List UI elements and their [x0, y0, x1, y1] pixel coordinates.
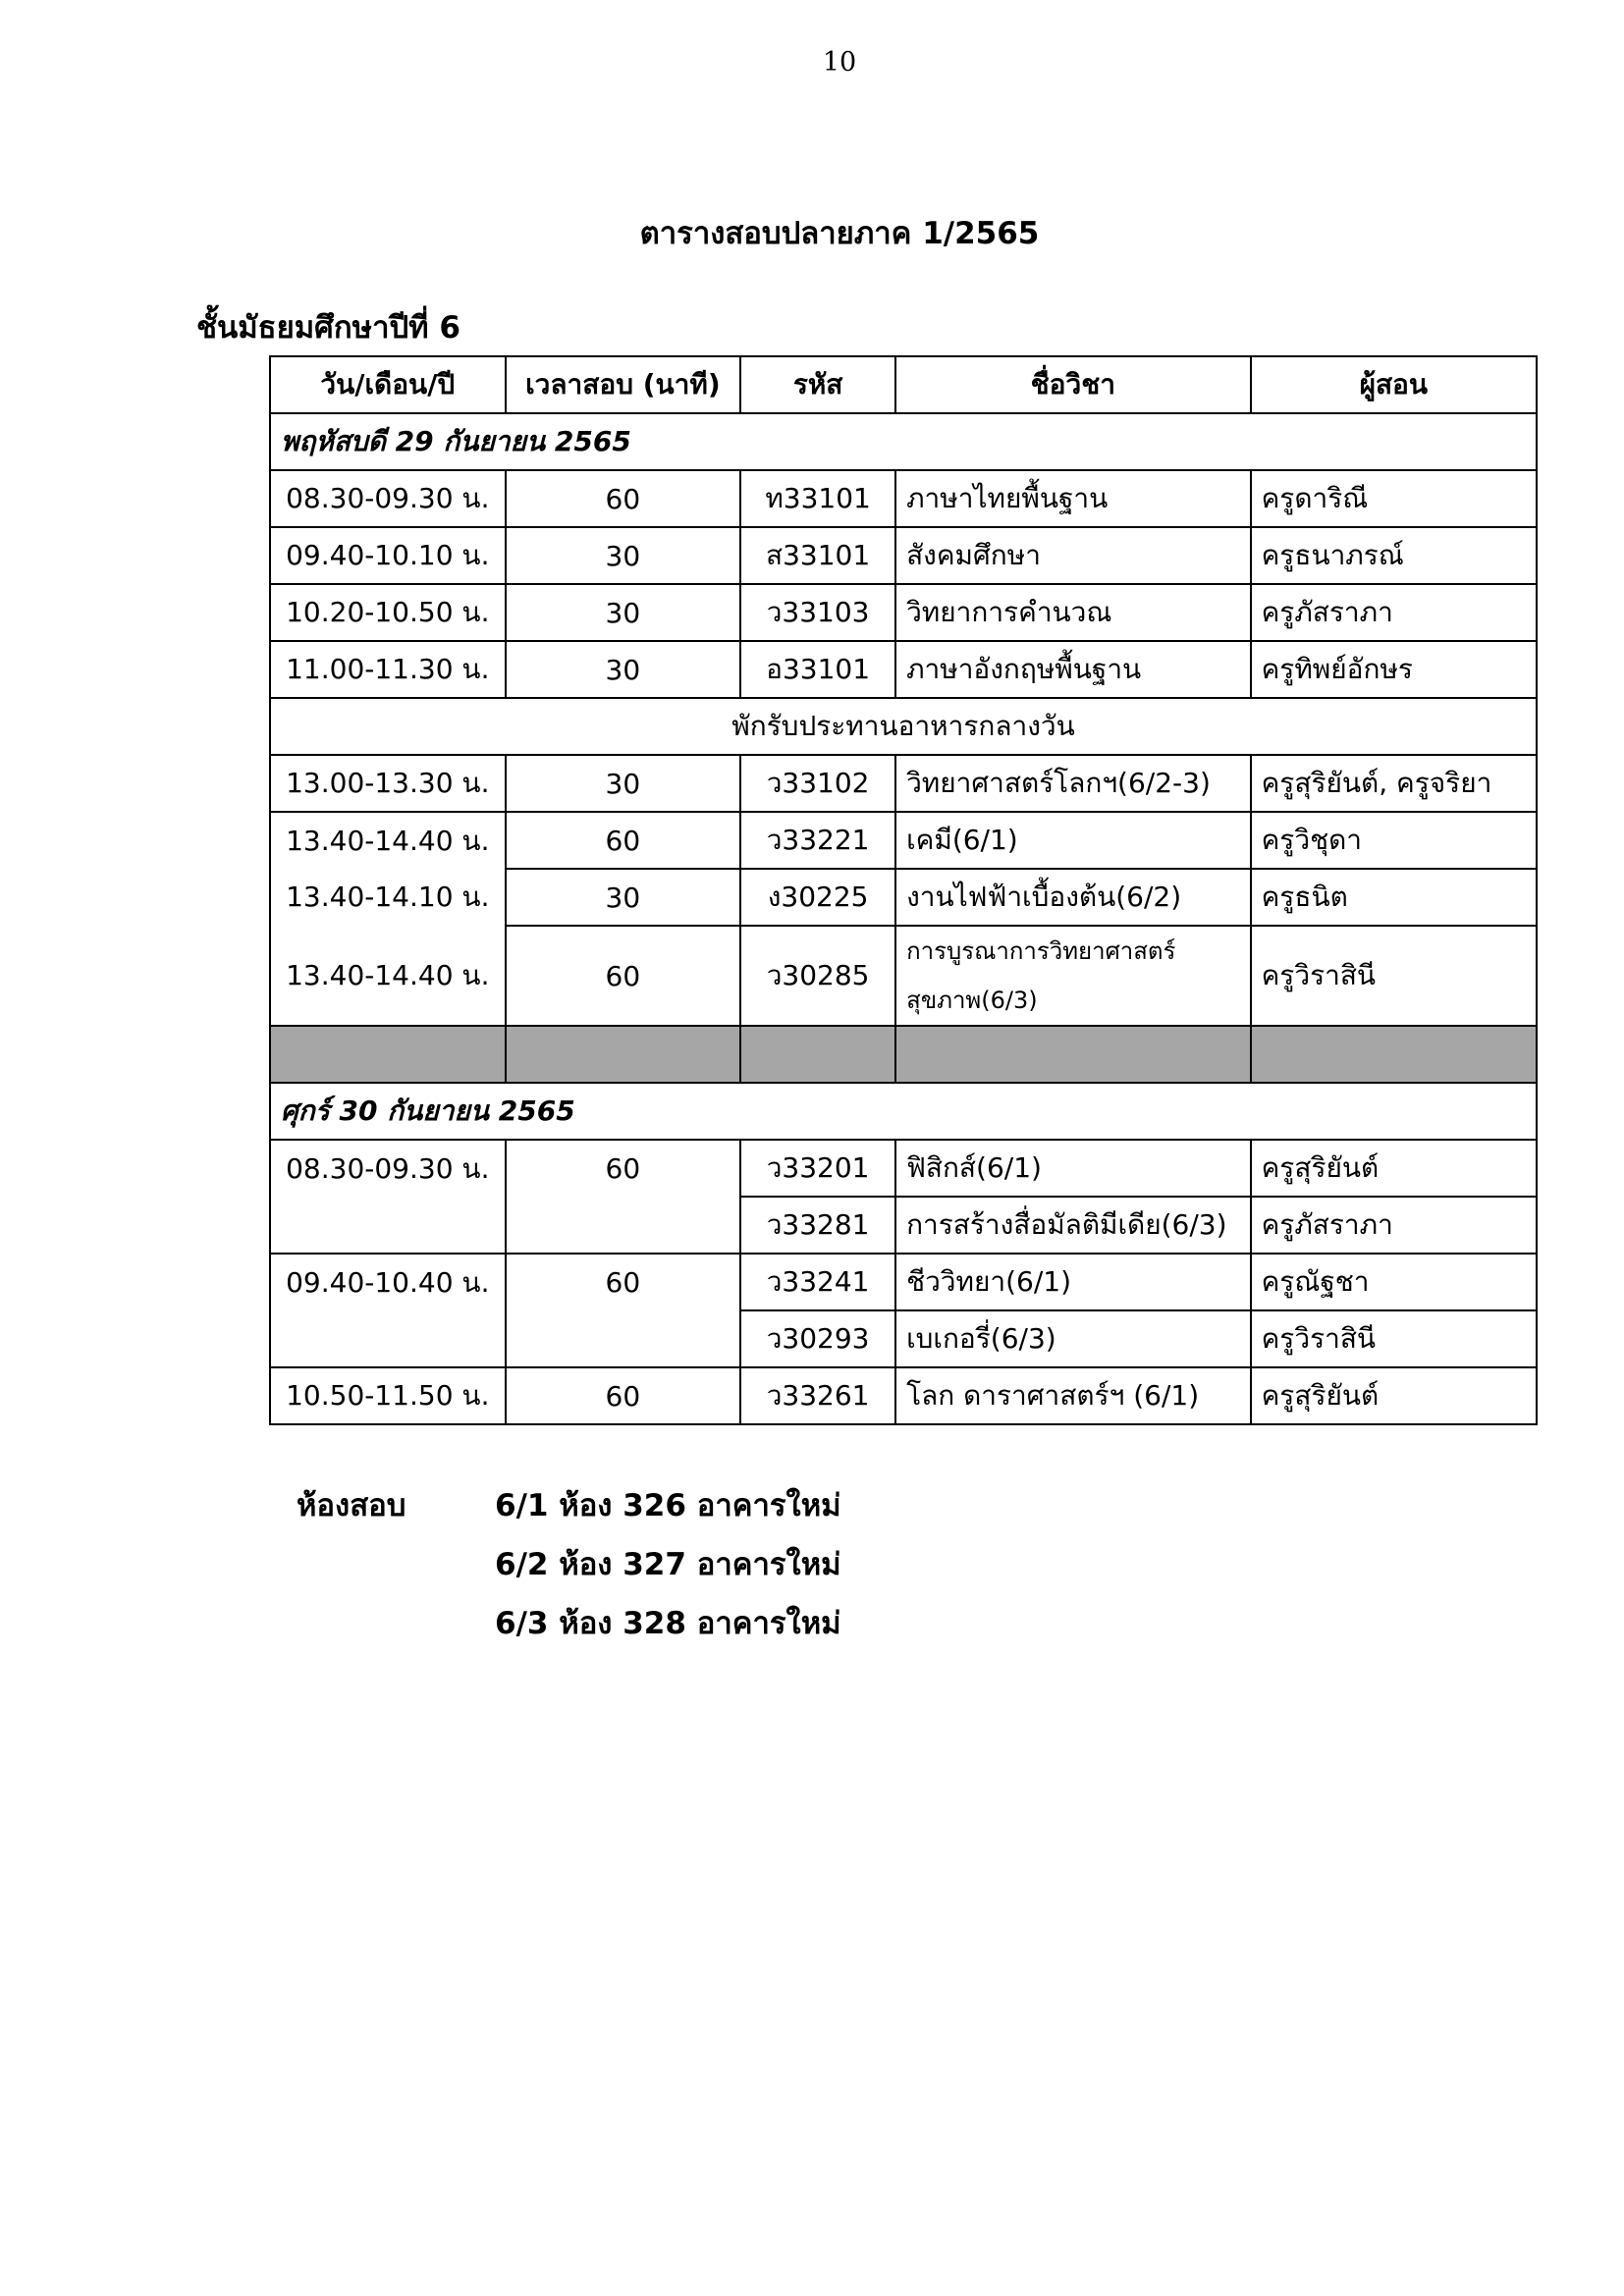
subject-code: ว33102 [740, 755, 895, 812]
exam-time: 11.00-11.30 น. [270, 641, 506, 698]
header-subject: ชื่อวิชา [895, 356, 1251, 413]
exam-time: 09.40-10.10 น. [270, 527, 506, 584]
exam-time: 08.30-09.30 น. [270, 1140, 506, 1197]
table-row [270, 869, 1537, 926]
separator-cell [895, 1026, 1251, 1083]
empty-cell [270, 1197, 506, 1254]
subject-code: ว33201 [740, 1140, 895, 1197]
separator-cell [740, 1026, 895, 1083]
day-row [270, 1083, 1537, 1140]
subject-code: ส33101 [740, 527, 895, 584]
subject-code: ว33103 [740, 584, 895, 641]
subject-code: ว30293 [740, 1310, 895, 1367]
exam-time: 09.40-10.40 น. [270, 1254, 506, 1310]
subject-name: เบเกอรี่(6/3) [895, 1310, 1251, 1367]
subject-code: อ33101 [740, 641, 895, 698]
subject-name: ภาษาอังกฤษพื้นฐาน [895, 641, 1251, 698]
separator-cell [1251, 1026, 1537, 1083]
exam-minutes: 60 [506, 812, 741, 869]
grade-label: ชั้นมัธยมศึกษาปีที่ 6 [196, 310, 460, 346]
exam-minutes: 60 [506, 1140, 741, 1197]
exam-schedule-table [269, 355, 1538, 1425]
teacher-name: ครูดาริณี [1251, 470, 1537, 527]
subject-code: ว30285 [740, 926, 895, 1026]
subject-name: ภาษาไทยพื้นฐาน [895, 470, 1251, 527]
table-row [270, 1254, 1537, 1310]
exam-minutes: 60 [506, 1254, 741, 1310]
exam-rooms-label: ห้องสอบ [297, 1488, 406, 1523]
subject-name-line2: สุขภาพ(6/3) [906, 987, 1038, 1014]
table-row [270, 1367, 1537, 1424]
exam-room-item: 6/1 ห้อง 326 อาคารใหม่ [495, 1488, 841, 1523]
table-row [270, 926, 1537, 1026]
separator-cell [506, 1026, 741, 1083]
subject-code: ท33101 [740, 470, 895, 527]
header-teacher: ผู้สอน [1251, 356, 1537, 413]
empty-cell [506, 1197, 741, 1254]
exam-minutes: 30 [506, 869, 741, 926]
page-number: 10 [822, 47, 857, 78]
subject-name [895, 926, 1251, 1026]
teacher-name: ครูภัสราภา [1251, 1197, 1537, 1254]
exam-minutes: 30 [506, 755, 741, 812]
day-label: ศุกร์ 30 กันยายน 2565 [270, 1083, 1537, 1140]
subject-code: ง30225 [740, 869, 895, 926]
empty-cell [506, 1310, 741, 1367]
teacher-name: ครูสุริยันต์, ครูจริยา [1251, 755, 1537, 812]
teacher-name: ครูธนาภรณ์ [1251, 527, 1537, 584]
exam-minutes: 30 [506, 527, 741, 584]
table-row [270, 812, 1537, 869]
subject-name: การสร้างสื่อมัลติมีเดีย(6/3) [895, 1197, 1251, 1254]
exam-minutes: 60 [506, 1367, 741, 1424]
subject-name: วิทยาศาสตร์โลกฯ(6/2-3) [895, 755, 1251, 812]
table-row [270, 470, 1537, 527]
subject-code: ว33261 [740, 1367, 895, 1424]
exam-time: 13.40-14.10 น. [270, 869, 506, 926]
table-header-row [270, 356, 1537, 413]
teacher-name: ครูวิชุดา [1251, 812, 1537, 869]
document-title: ตารางสอบปลายภาค 1/2565 [639, 216, 1040, 251]
teacher-name: ครูวิราสินี [1251, 1310, 1537, 1367]
exam-minutes: 60 [506, 470, 741, 527]
subject-code: ว33241 [740, 1254, 895, 1310]
subject-name: งานไฟฟ้าเบื้องต้น(6/2) [895, 869, 1251, 926]
exam-minutes: 30 [506, 641, 741, 698]
lunch-break-label: พักรับประทานอาหารกลางวัน [270, 698, 1537, 755]
subject-name-line1: การบูรณาการวิทยาศาสตร์ [906, 937, 1176, 965]
exam-minutes: 30 [506, 584, 741, 641]
exam-time: 08.30-09.30 น. [270, 470, 506, 527]
teacher-name: ครูณัฐชา [1251, 1254, 1537, 1310]
exam-time: 13.40-14.40 น. [270, 926, 506, 1026]
lunch-break-row [270, 698, 1537, 755]
table-row [270, 641, 1537, 698]
day-separator-row [270, 1026, 1537, 1083]
teacher-name: ครูธนิต [1251, 869, 1537, 926]
subject-name: สังคมศึกษา [895, 527, 1251, 584]
header-code: รหัส [740, 356, 895, 413]
subject-name: วิทยาการคำนวณ [895, 584, 1251, 641]
day-row [270, 413, 1537, 470]
empty-cell [270, 1310, 506, 1367]
header-duration: เวลาสอบ (นาที) [506, 356, 741, 413]
exam-minutes: 60 [506, 926, 741, 1026]
subject-name: ชีววิทยา(6/1) [895, 1254, 1251, 1310]
table-row [270, 1197, 1537, 1254]
table-row [270, 584, 1537, 641]
exam-time: 10.50-11.50 น. [270, 1367, 506, 1424]
table-row [270, 1140, 1537, 1197]
table-row [270, 755, 1537, 812]
teacher-name: ครูสุริยันต์ [1251, 1140, 1537, 1197]
table-row [270, 527, 1537, 584]
exam-time: 10.20-10.50 น. [270, 584, 506, 641]
teacher-name: ครูภัสราภา [1251, 584, 1537, 641]
teacher-name: ครูทิพย์อักษร [1251, 641, 1537, 698]
teacher-name: ครูสุริยันต์ [1251, 1367, 1537, 1424]
subject-code: ว33281 [740, 1197, 895, 1254]
subject-name: ฟิสิกส์(6/1) [895, 1140, 1251, 1197]
table-row [270, 1310, 1537, 1367]
day-label: พฤหัสบดี 29 กันยายน 2565 [270, 413, 1537, 470]
subject-name: เคมี(6/1) [895, 812, 1251, 869]
exam-room-item: 6/3 ห้อง 328 อาคารใหม่ [495, 1606, 841, 1641]
exam-time: 13.00-13.30 น. [270, 755, 506, 812]
header-date: วัน/เดือน/ปี [270, 356, 506, 413]
teacher-name: ครูวิราสินี [1251, 926, 1537, 1026]
exam-room-item: 6/2 ห้อง 327 อาคารใหม่ [495, 1547, 841, 1582]
exam-time: 13.40-14.40 น. [270, 812, 506, 869]
subject-name: โลก ดาราศาสตร์ฯ (6/1) [895, 1367, 1251, 1424]
separator-cell [270, 1026, 506, 1083]
subject-code: ว33221 [740, 812, 895, 869]
